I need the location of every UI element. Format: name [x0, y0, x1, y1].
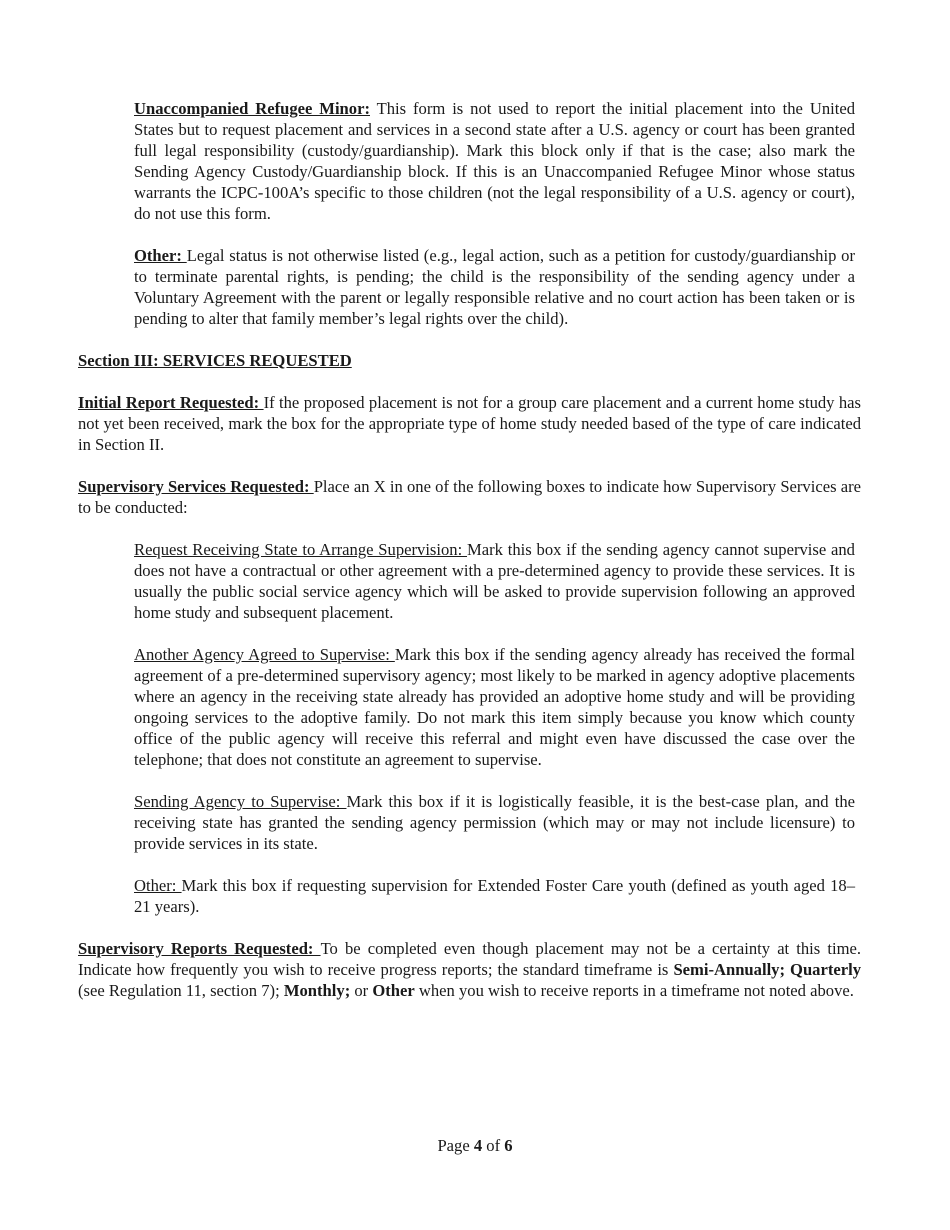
supervisory-services-label: Supervisory Services Requested: [78, 477, 314, 496]
supervisory-reports-text-1: To be completed even though placement may not be a certainty at this time. Indicate how frequently you wish to receive progress reports; the standard timeframe is [78, 939, 861, 979]
other-status-text: Legal status is not otherwise listed (e.g., legal action, such as a petition for custody/guardianship or to terminate parental rights, is pending; the child is the responsibility of the sending agency under a Voluntary Agreement with the parent or legally responsible relative and no court action has been taken or is pending to alter that family member’s legal rights over the child). [134, 246, 855, 328]
request-receiving-state-label: Request Receiving State to Arrange Supervision: [134, 540, 468, 559]
unaccompanied-refugee-minor-paragraph [134, 98, 855, 224]
total-page-count: 6 [504, 1136, 513, 1155]
supervisory-reports-label: Supervisory Reports Requested: [78, 939, 321, 958]
supervisory-services-text: Place an X in one of the following boxes to indicate how Supervisory Services are to be conducted: [78, 477, 861, 517]
initial-report-text: If the proposed placement is not for a group care placement and a current home study has not yet been received, mark the box for the appropriate type of home study needed based of the type of care indicated in Section II. [78, 393, 861, 454]
other-supervision-paragraph [134, 875, 855, 917]
initial-report-paragraph [78, 392, 861, 455]
unaccompanied-refugee-minor-text: This form is not used to report the initial placement into the United States but to request placement and services in a second state after a U.S. agency or court has been granted full legal responsibility (custody/guardianship). Mark this block only if that is the case; also mark the Sending Agency Custody/Guardianship block. If this is an Unaccompanied Refugee Minor whose status warrants the ICPC-100A’s specific to those children (not the legal responsibility of a U.S. agency or court), do not use this form. [134, 99, 855, 223]
request-receiving-state-text: Mark this box if the sending agency cannot supervise and does not have a contractual or other agreement with a pre-determined agency to provide these services. It is usually the public social service agency which will be asked to provide supervision following an approved home study and subsequent placement. [134, 540, 855, 622]
sending-agency-label: Sending Agency to Supervise: [134, 792, 347, 811]
supervisory-reports-text-3: or [350, 981, 373, 1000]
document-page [78, 98, 861, 1001]
supervisory-reports-text-4: when you wish to receive reports in a timeframe not noted above. [414, 981, 854, 1000]
supervisory-services-paragraph [78, 476, 861, 518]
semi-annually-quarterly-term: Semi-Annually; Quarterly [673, 960, 862, 979]
section-3-heading: Section III: SERVICES REQUESTED [78, 351, 352, 370]
current-page-number: 4 [473, 1136, 483, 1155]
other-term: Other [372, 981, 415, 1000]
page-number-footer [0, 1135, 950, 1156]
monthly-term: Monthly; [283, 981, 351, 1000]
page-of: of [482, 1136, 505, 1155]
other-status-paragraph [134, 245, 855, 329]
other-status-label: Other: [134, 246, 187, 265]
another-agency-text: Mark this box if the sending agency already has received the formal agreement of a pre-determined supervisory agency; most likely to be marked in agency adoptive placements where an agency in the receiving state already has provided an adoptive home study and will be providing ongoing services to the adoptive family. Do not mark this item simply because you know which county office of the public agency will receive this referral and might even have discussed the case over the telephone; that does not constitute an agreement to supervise. [134, 645, 855, 769]
unaccompanied-refugee-minor-label: Unaccompanied Refugee Minor: [134, 99, 370, 118]
page-prefix: Page [437, 1136, 474, 1155]
request-receiving-state-paragraph [134, 539, 855, 623]
sending-agency-text: Mark this box if it is logistically feasible, it is the best-case plan, and the receiving state has granted the sending agency permission (which may or may not include licensure) to provide services in its state. [134, 792, 855, 853]
initial-report-label: Initial Report Requested: [78, 393, 264, 412]
supervisory-reports-text-2: (see Regulation 11, section 7); [78, 981, 284, 1000]
other-supervision-text: Mark this box if requesting supervision for Extended Foster Care youth (defined as youth aged 18–21 years). [134, 876, 855, 916]
another-agency-label: Another Agency Agreed to Supervise: [134, 645, 395, 664]
another-agency-paragraph [134, 644, 855, 770]
sending-agency-paragraph [134, 791, 855, 854]
supervisory-reports-paragraph [78, 938, 861, 1001]
other-supervision-label: Other: [134, 876, 182, 895]
